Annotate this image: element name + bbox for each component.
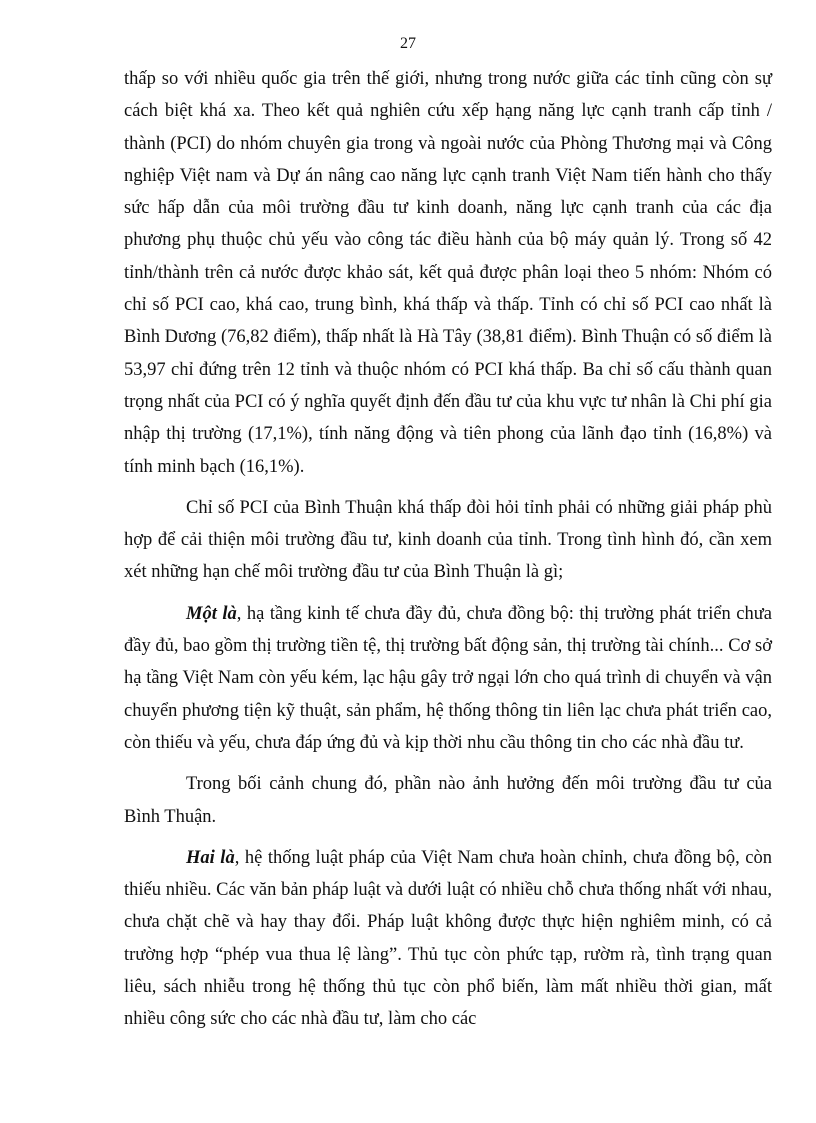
page-number: 27: [400, 35, 416, 52]
paragraph-lead: Một là: [186, 603, 237, 624]
paragraph-mot-la: [124, 598, 772, 759]
paragraph-text: , hệ thống luật pháp của Việt Nam chưa hoàn chỉnh, chưa đồng bộ, còn thiếu nhiều. Các văn bản pháp luật và dưới luật có nhiều chỗ chưa thống nhất với nhau, chưa chặt chẽ và hay thay đổi. Pháp luật không được thực hiện nghiêm minh, có cả trường hợp “phép vua thua lệ làng”. Thủ tục còn phức tạp, rườm rà, tình trạng quan liêu, sách nhiễu trong hệ thống thủ tục còn phổ biến, làm mất nhiều thời gian, mất nhiều công sức cho các nhà đầu tư, làm cho các: [124, 847, 773, 1030]
paragraph-text: thấp so với nhiều quốc gia trên thế giới, nhưng trong nước giữa các tỉnh cũng còn sự cách biệt khá xa. Theo kết quả nghiên cứu xếp hạng năng lực cạnh tranh cấp tỉnh / thành (PCI) do nhóm chuyên gia trong và ngoài nước của Phòng Thương mại và Công nghiệp Việt nam và Dự án nâng cao năng lực cạnh tranh Việt Nam tiến hành cho thấy sức hấp dẫn của môi trường đầu tư kinh doanh, năng lực cạnh tranh của các địa phương phụ thuộc chủ yếu vào công tác điều hành của bộ máy quản lý. Trong số 42 tỉnh/thành trên cả nước được khảo sát, kết quả được phân loại theo 5 nhóm: Nhóm có chỉ số PCI cao, khá cao, trung bình, khá thấp và thấp. Tỉnh có chỉ số PCI cao nhất là Bình Dương (76,82 điểm), thấp nhất là Hà Tây (38,81 điểm). Bình Thuận có số điểm là 53,97 chỉ đứng trên 12 tỉnh và thuộc nhóm có PCI khá thấp. Ba chỉ số cấu thành quan trọng nhất của PCI có ý nghĩa quyết định đến đầu tư của khu vực tư nhân là Chi phí gia nhập thị trường (17,1%), tính năng động và tiên phong của lãnh đạo tỉnh (16,8%) và tính minh bạch (16,1%).: [124, 69, 772, 477]
paragraph-text: , hạ tầng kinh tế chưa đầy đủ, chưa đồng bộ: thị trường phát triển chưa đầy đủ, bao gồm thị trường tiền tệ, thị trường bất động sản, thị trường tài chính... Cơ sở hạ tầng Việt Nam còn yếu kém, lạc hậu gây trở ngại lớn cho quá trình di chuyển và vận chuyển phương tiện kỹ thuật, sản phẩm, hệ thống thông tin liên lạc chưa phát triển cao, còn thiếu và yếu, chưa đáp ứng đủ và kịp thời nhu cầu thông tin cho các nhà đầu tư.: [124, 603, 772, 753]
paragraph-text: Trong bối cảnh chung đó, phần nào ảnh hưởng đến môi trường đầu tư của Bình Thuận.: [124, 774, 772, 827]
paragraph-pci-ranking: [124, 63, 772, 483]
paragraph-context: [124, 768, 772, 833]
paragraph-hai-la: [124, 842, 772, 1036]
paragraph-pci-binh-thuan: [124, 492, 772, 589]
paragraph-text: Chỉ số PCI của Bình Thuận khá thấp đòi hỏi tỉnh phải có những giải pháp phù hợp để cải thiện môi trường đầu tư, kinh doanh của tỉnh. Trong tình hình đó, cần xem xét những hạn chế môi trường đầu tư của Bình Thuận là gì;: [124, 497, 772, 583]
document-body: [124, 63, 772, 1036]
paragraph-lead: Hai là: [186, 847, 235, 868]
